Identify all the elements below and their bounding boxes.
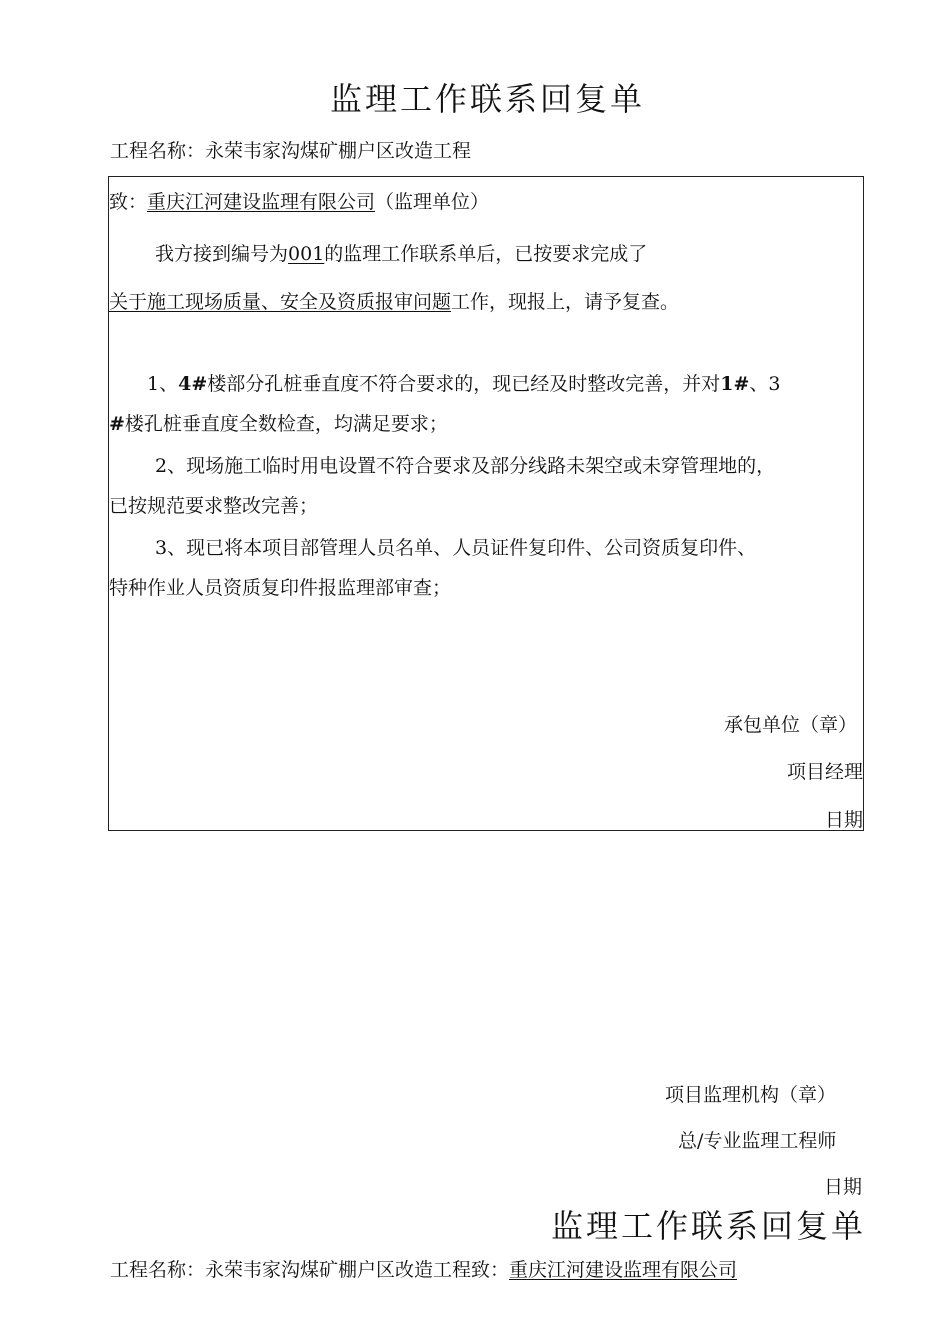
footer-line — [110, 1255, 737, 1282]
item1-text2: 楼孔桩垂直度全数检查，均满足要求； — [124, 413, 448, 435]
supervision-date: 日期 — [824, 1176, 863, 1198]
contractor-date-label: 日期 — [824, 809, 863, 831]
project-label: 工程名称： — [110, 140, 206, 162]
item2-text: 、现场施工临时用电设置不符合要求及部分线路未架空或未穿管理地的， — [167, 455, 776, 477]
item2-line1 — [155, 451, 775, 478]
to-company: 重庆江河建设监理有限公司 — [147, 191, 376, 213]
topic-tail: 工作，现报上，请予复查。 — [451, 291, 680, 313]
item1-number: 1、 — [147, 373, 179, 395]
to-prefix: 致： — [109, 191, 148, 213]
topic-line — [109, 287, 679, 314]
item3-text: 、现已将本项目部管理人员名单、人员证件复印件、公司资质复印件、 — [167, 537, 757, 559]
intro-a: 我方接到编号为 — [155, 243, 289, 265]
item1-line2 — [109, 409, 448, 436]
item1-hash: # — [109, 413, 125, 435]
footer-title: 监理工作联系回复单 — [551, 1207, 867, 1245]
item3-line1 — [155, 533, 756, 560]
contractor-seal: 承包单位（章） — [723, 714, 857, 736]
item1-building3: 、3 — [749, 373, 781, 395]
contact-number: 001 — [288, 243, 325, 265]
intro-b: 的监理工作联系单后，已按要求完成了 — [324, 243, 648, 265]
item3-number: 3 — [155, 537, 168, 559]
topic-text: 关于施工现场质量、安全及资质报审问题 — [109, 291, 452, 313]
item1-line1 — [147, 369, 780, 396]
page-title: 监理工作联系回复单 — [330, 80, 646, 118]
project-name: 永荣韦家沟煤矿棚户区改造工程 — [205, 140, 472, 162]
item3-text2: 特种作业人员资质复印件报监理部审查； — [109, 577, 452, 599]
footer-company: 重庆江河建设监理有限公司 — [509, 1259, 738, 1281]
item1-text: 楼部分孔桩垂直度不符合要求的，现已经及时整改完善，并对 — [207, 373, 721, 395]
project-line — [110, 136, 471, 163]
supervision-org: 项目监理机构（章） — [665, 1084, 837, 1106]
to-suffix: （监理单位） — [375, 191, 490, 213]
to-line — [109, 187, 489, 214]
project-manager-label: 项目经理 — [786, 761, 863, 783]
item3-line2 — [109, 573, 451, 600]
item1-building2: 1# — [720, 373, 750, 395]
item2-line2 — [109, 491, 318, 518]
item2-number: 2 — [155, 455, 168, 477]
item2-text2: 已按规范要求整改完善； — [109, 495, 319, 517]
reply-box — [108, 176, 864, 831]
item1-building: 4# — [178, 373, 208, 395]
footer-project: 工程名称：永荣韦家沟煤矿棚户区改造工程致： — [110, 1259, 510, 1281]
intro-line — [155, 239, 647, 266]
supervision-engineer: 总/专业监理工程师 — [678, 1130, 837, 1152]
